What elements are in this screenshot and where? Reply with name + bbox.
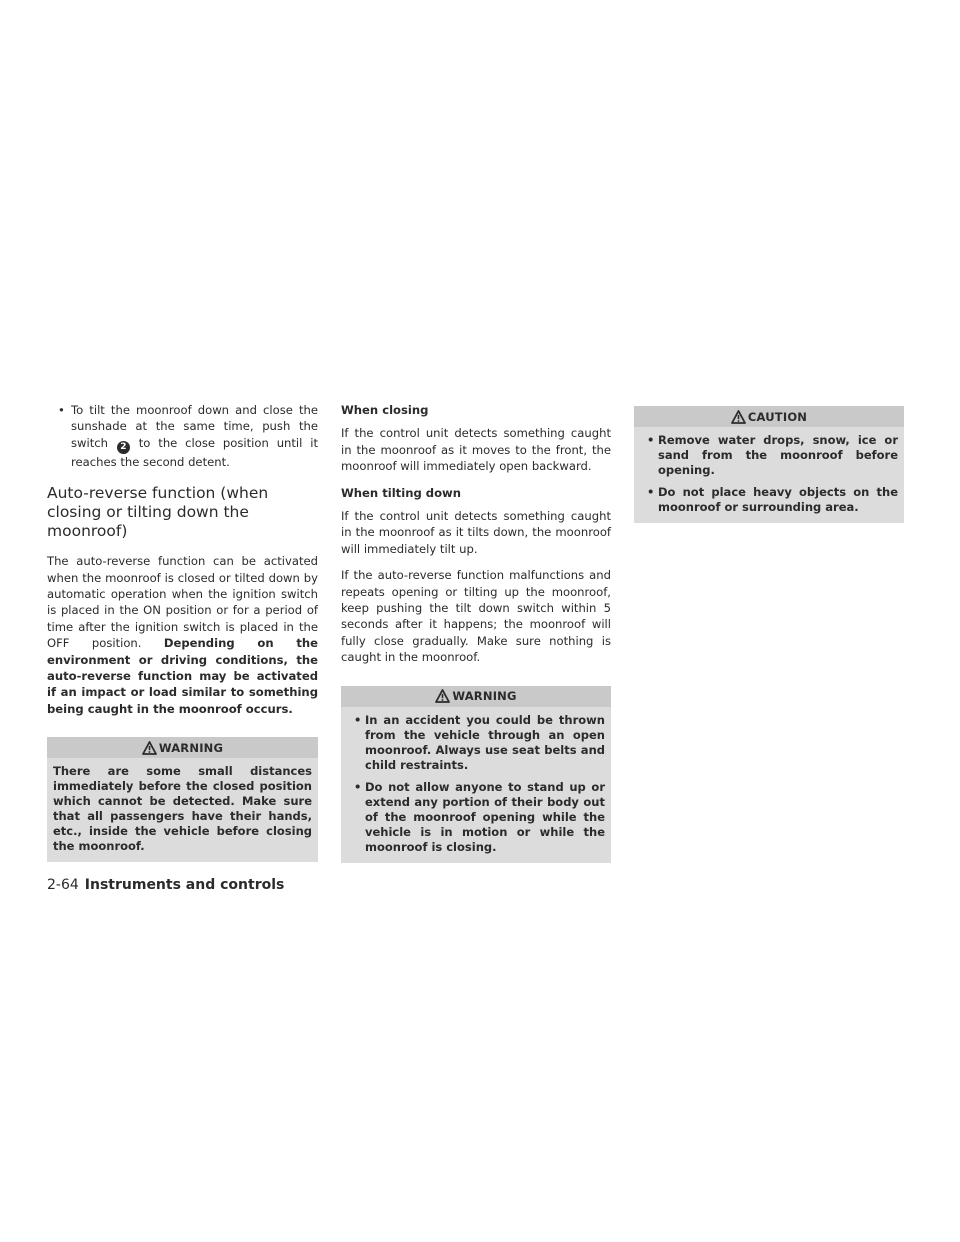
warning-box: [47, 737, 318, 862]
warning-body: [47, 758, 318, 862]
bullet-text-post: to the close position until it reaches the second detent.: [71, 435, 319, 469]
section-title: Instruments and controls: [84, 877, 285, 893]
caution-body: [634, 427, 904, 523]
page-number: 2-64: [47, 877, 79, 893]
bullet-mark: •: [58, 403, 65, 417]
warning-triangle-icon: [435, 689, 450, 703]
when-tilting-heading: When tilting down: [341, 485, 462, 500]
warning-header: [47, 737, 318, 758]
warning-item-text: Do not allow anyone to stand up or extend any portion of their body out of the moonroof opening while the vehicle is in motion or while the moonroof is closing.: [365, 779, 605, 854]
paragraph-text: The auto-reverse function can be activated when the moonroof is closed or tilted down by automatic operation when the ignition switch is placed in the ON position or for a period of time after the ignition switch is placed in the OFF position.: [47, 554, 318, 651]
warning-header: [341, 686, 611, 707]
warning-triangle-icon: [142, 741, 157, 755]
warning-title: WARNING: [452, 689, 517, 704]
middle-column: [341, 402, 611, 863]
auto-reverse-paragraph: [47, 553, 318, 717]
bullet-mark: •: [354, 779, 362, 794]
paragraph-bold-text: Depending on the environment or driving conditions, the auto-reverse function may be activated if an impact or load similar to something being caught in the moonroof occurs.: [47, 636, 318, 716]
bullet-mark: •: [647, 433, 655, 447]
right-column: [634, 402, 904, 523]
warning-text: There are some small distances immediately before the closed position which cannot be detected. Make sure that all passengers have their hands, etc., inside the vehicle before closing the moonroof.: [53, 764, 312, 854]
circled-number-2: 2: [117, 441, 130, 454]
page-footer: [47, 877, 284, 893]
list-item: [347, 713, 605, 773]
caution-item-text: Remove water drops, snow, ice or sand from the moonroof before opening.: [658, 433, 898, 477]
list-item: [347, 780, 605, 855]
when-closing-heading: When closing: [341, 403, 429, 417]
warning-body: [341, 707, 611, 863]
left-column: [47, 402, 318, 862]
malfunction-text: If the auto-reverse function malfunctions and repeats opening or tilting up the moonroof, keep pushing the tilt down switch within 5 seconds after it happens; the moonroof will fully close gradually. Make sure nothing is caught in the moonroof.: [341, 568, 611, 665]
caution-header: [634, 406, 904, 427]
warning-item-text: In an accident you could be thrown from the vehicle through an open moonroof. Always use seat belts and child restraints.: [365, 712, 605, 772]
bullet-mark: •: [354, 712, 362, 727]
list-item: [640, 485, 898, 515]
bullet-text-pre: To tilt the moonroof down and close the sunshade at the same time, push the switch: [71, 403, 318, 450]
section-heading: Auto-reverse function (when closing or tilting down the moonroof): [47, 484, 269, 541]
caution-box: [634, 406, 904, 523]
when-tilting-text: If the control unit detects something caught in the moonroof as it tilts down, the moonroof will immediately tilt up.: [341, 509, 611, 556]
warning-box: [341, 686, 611, 863]
list-item: [47, 402, 318, 470]
bullet-mark: •: [647, 485, 655, 499]
caution-title: CAUTION: [747, 409, 808, 424]
warning-triangle-icon: [731, 410, 746, 424]
warning-title: WARNING: [158, 740, 224, 755]
when-closing-text: If the control unit detects something caught in the moonroof as it moves to the front, the moonroof will immediately open backward.: [341, 426, 611, 474]
caution-item-text: Do not place heavy objects on the moonroof or surrounding area.: [658, 485, 898, 514]
list-item: [640, 433, 898, 478]
